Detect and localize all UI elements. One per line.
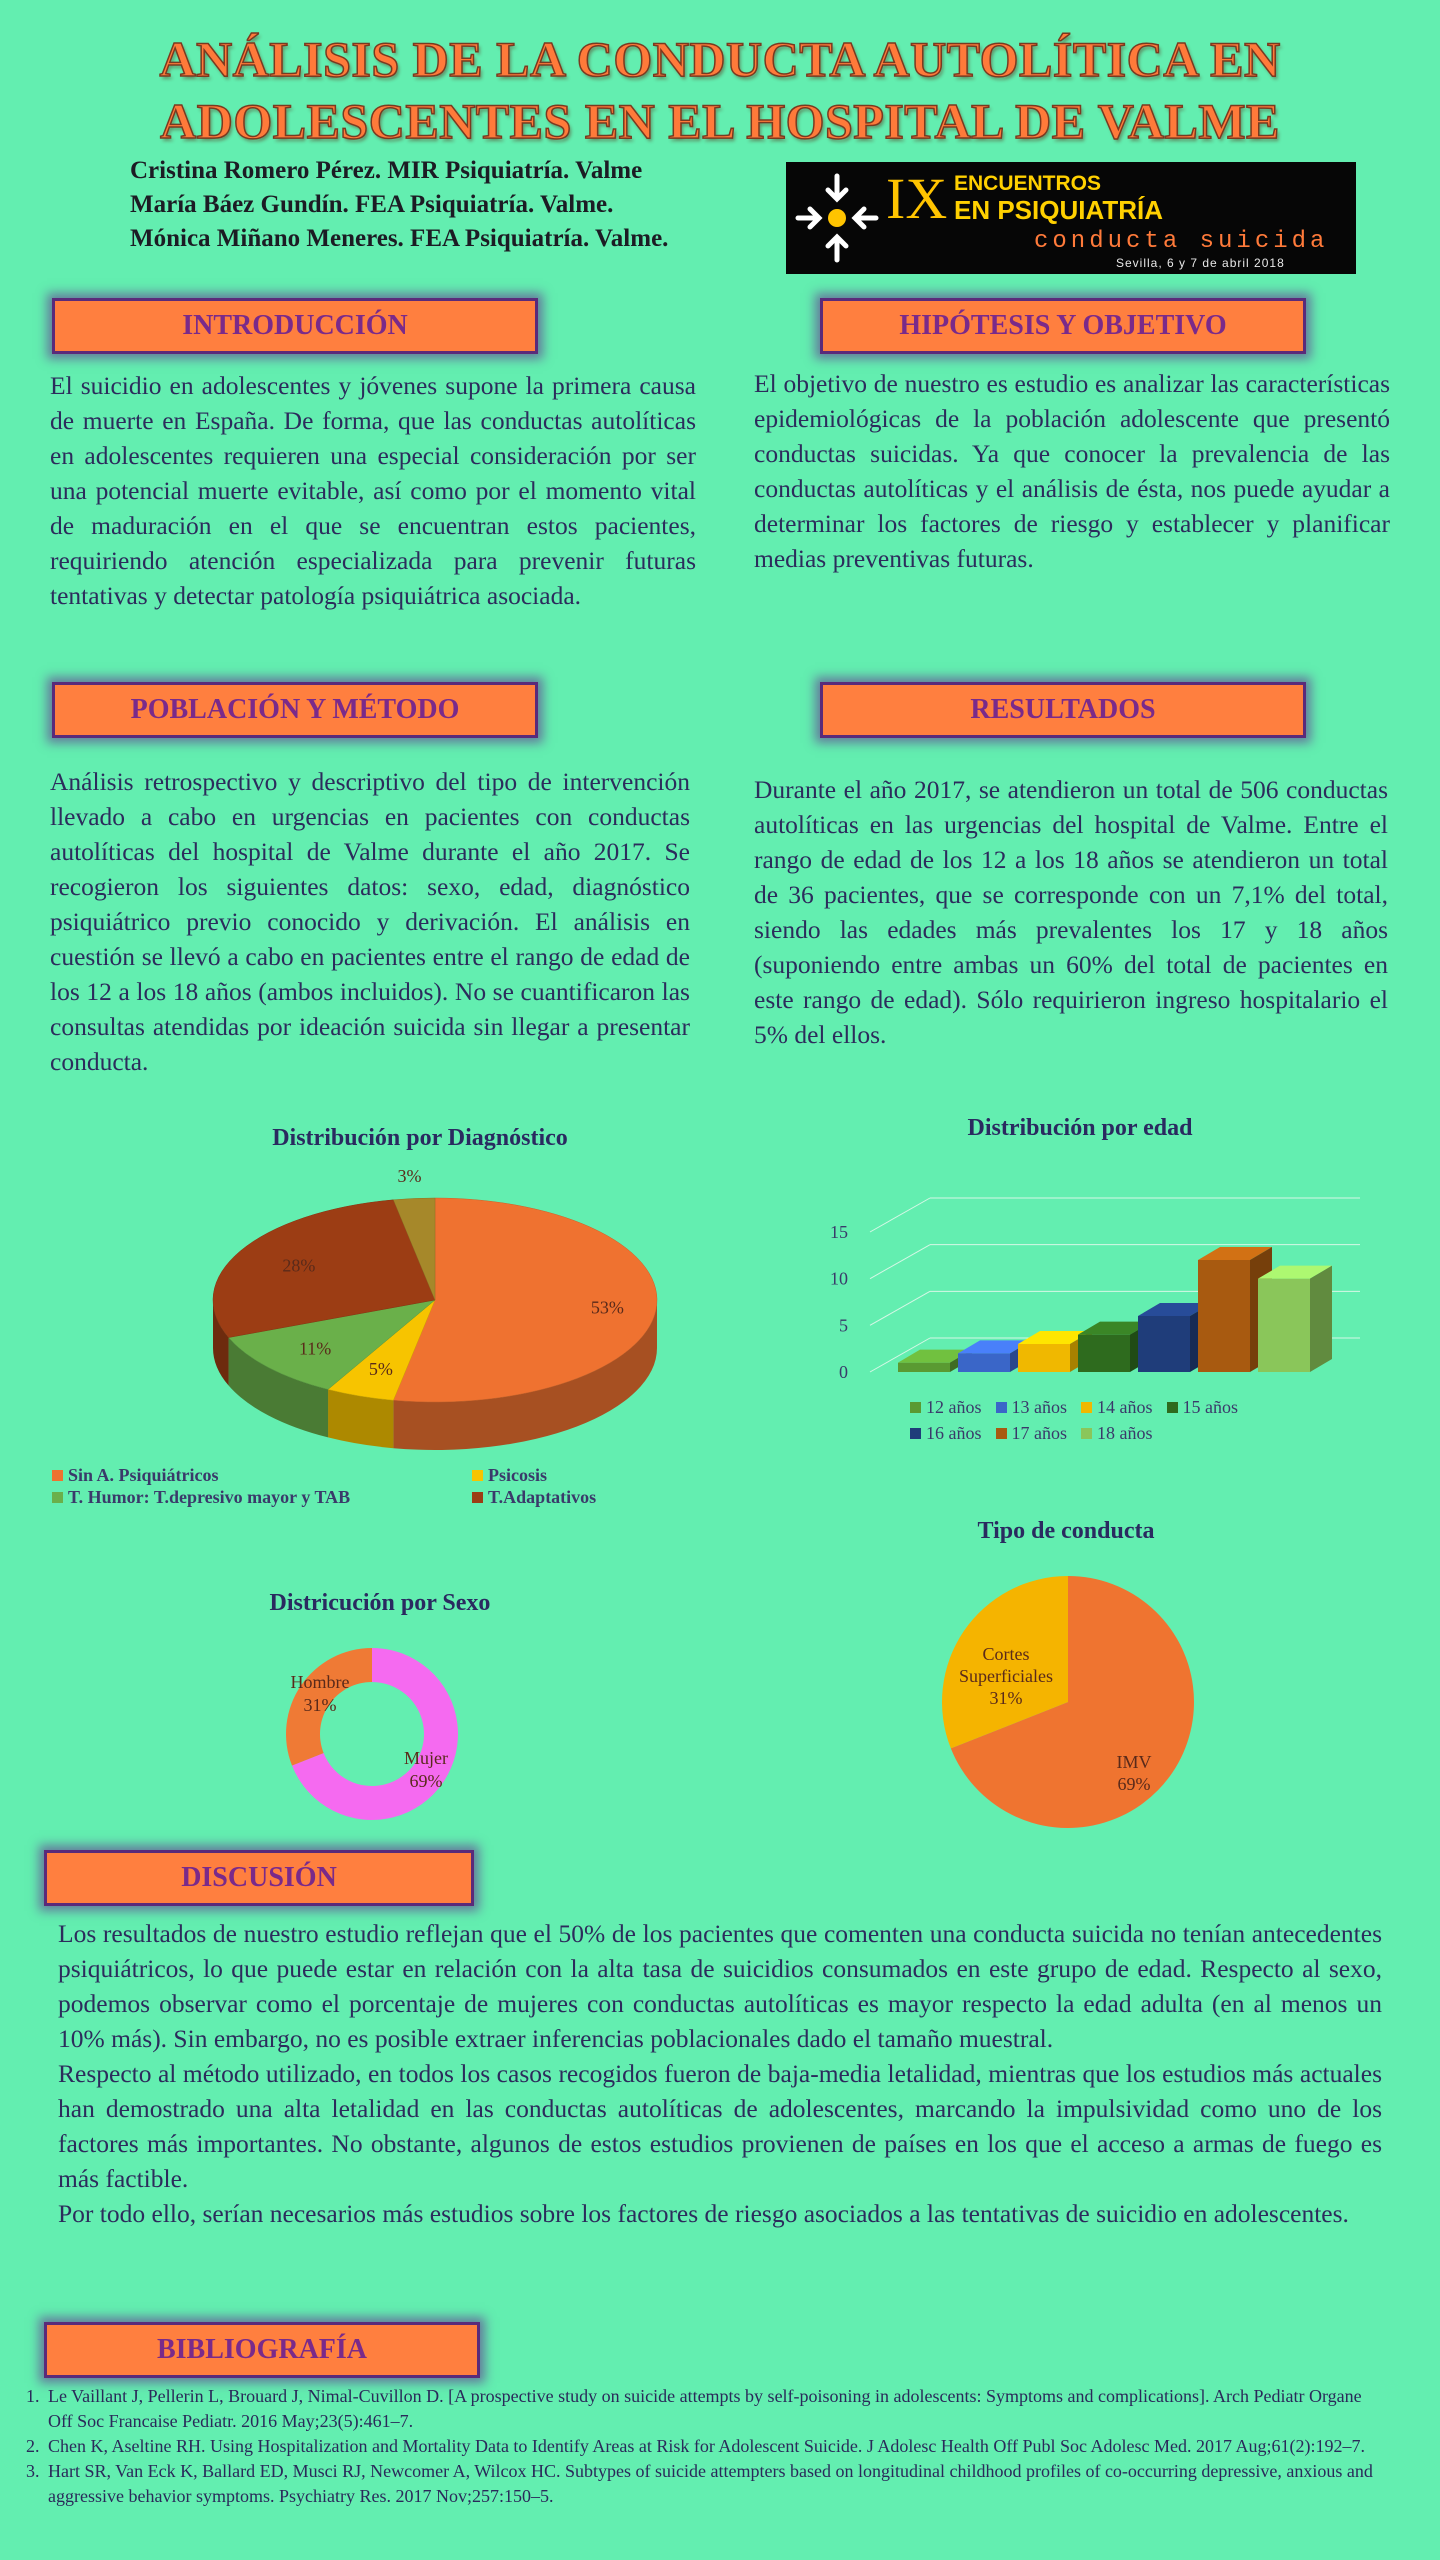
- legend-item-age: 13 años: [996, 1394, 1068, 1420]
- results-header: RESULTADOS: [820, 682, 1306, 738]
- hypothesis-text: El objetivo de nuestro es estudio es analizar las características epidemiológicas de la población adolescente que presentó conductas suicidas. Ya que conocer la prevalencia de las conductas autolíticas y el análisis de ésta, nos puede ayudar a determinar los factores de riesgo y establecer y planificar medias preventivas futuras.: [754, 369, 1390, 573]
- poster-title: [60, 28, 1380, 152]
- bibliography-item: 3. Hart SR, Van Eck K, Ballard ED, Musci RJ, Newcomer A, Wilcox HC. Subtypes of suicide attempters based on longitudinal childhood profiles of co-occurring depressive, anxious and aggressive behavior symptoms. Psychiatry Res. 2017 Nov;257:150–5.: [44, 2459, 1384, 2509]
- legend-item-age: 14 años: [1081, 1394, 1153, 1420]
- discussion-paragraph-3: Por todo ello, serían necesarios más estudios sobre los factores de riesgo asociados a las tentativas de suicidio en adolescentes.: [58, 2199, 1349, 2228]
- chart-age-title: Distribución por edad: [967, 1115, 1193, 1141]
- pie-label-imv: IMV: [1116, 1752, 1152, 1772]
- logo-date: Sevilla, 6 y 7 de abril 2018: [1116, 256, 1285, 270]
- y-tick-label: 10: [830, 1268, 848, 1289]
- logo-line-2: EN PSIQUIATRÍA: [954, 195, 1163, 225]
- hypothesis-header: HIPÓTESIS Y OBJETIVO: [820, 298, 1306, 354]
- pie-label-3: 11%: [298, 1338, 332, 1359]
- discussion-paragraph-1: Los resultados de nuestro estudio reflejan que el 50% de los pacientes que comenten una conducta suicida no tenían antecedentes psiquiátricos, lo que puede estar en relación con la alta tasa de suicidios consumados en este grupo de edad. Respecto al sexo, podemos observar como el porcentaje de mujeres con conductas autolíticas es mayor respecto la edad adulta (en al menos un 10% más). Sin embargo, no es posible extraer inferencias poblacionales dado el tamaño muestral.: [58, 1919, 1382, 2053]
- y-tick-label: 5: [839, 1315, 848, 1336]
- chart-type-title: Tipo de conducta: [977, 1518, 1155, 1544]
- chart-diagnosis-title: Distribución por Diagnóstico: [272, 1125, 568, 1151]
- chart-sex-title: Districución por Sexo: [269, 1590, 491, 1616]
- donut-value-mujer: 69%: [409, 1771, 443, 1791]
- chart-type: [920, 1570, 1220, 1840]
- bar-18-años: [1258, 1266, 1332, 1372]
- pie-label-1: 53%: [590, 1297, 624, 1318]
- pie-label-4: 28%: [282, 1255, 316, 1276]
- chart-age-legend: [910, 1394, 1370, 1446]
- method-header: POBLACIÓN Y MÉTODO: [52, 682, 538, 738]
- bibliography-item: 1. Le Vaillant J, Pellerin L, Brouard J, Nimal-Cuvillon D. [A prospective study on suicide attempts by self-poisoning in adolescents: Symptoms and complications]. Arch Pediatr Organe Off Soc Francaise Pediatr. 2016 May;23(5):461–7.: [44, 2384, 1384, 2434]
- authors-block: [130, 154, 750, 256]
- legend-item-age: 18 años: [1081, 1420, 1153, 1446]
- intro-header: INTRODUCCIÓN: [52, 298, 538, 354]
- method-text: Análisis retrospectivo y descriptivo del tipo de intervención llevado a cabo en urgencias en pacientes con conductas autolíticas del hospital de Valme durante el año 2017. Se recogieron los siguientes datos: sexo, edad, diagnóstico psiquiátrico previo conocido y derivación. El análisis en cuestión se llevó a cabo en pacientes entre el rango de edad de los 12 a los 18 años (ambos incluidos). No se cuantificaron las consultas atendidas por ideación suicida sin llegar a presentar conducta.: [50, 767, 690, 1076]
- bibliography-item: 2. Chen K, Aseltine RH. Using Hospitalization and Mortality Data to Identify Areas at Risk for Adolescent Suicide. J Adolesc Health Off Publ Soc Adolesc Med. 2017 Aug;61(2):192–7.: [44, 2434, 1384, 2459]
- logo-numeral: IX: [886, 166, 948, 231]
- legend-item-psicosis: Psicosis: [472, 1462, 547, 1488]
- discussion-paragraph-2: Respecto al método utilizado, en todos los casos recogidos fueron de baja-media letalidad, mientras que los estudios más actuales han demostrado una alta letalidad en las conductas autolíticas de adolescentes, marcando la impulsividad como uno de los factores más importantes. No obstante, algunos de estos estudios provienen de países en los que el acceso a armas de fuego es más factible.: [58, 2059, 1382, 2193]
- legend-item-age: 16 años: [910, 1420, 982, 1446]
- chart-diagnosis-legend: [52, 1462, 752, 1510]
- pie-label-cortes-2: Superficiales: [959, 1666, 1053, 1686]
- logo-text: [954, 172, 1163, 224]
- pie-label-2: 5%: [368, 1359, 393, 1380]
- legend-item-age: 12 años: [910, 1394, 982, 1420]
- intro-text: El suicidio en adolescentes y jóvenes supone la primera causa de muerte en España. De forma, que las conductas autolíticas en adolescentes requieren una especial consideración por ser una potencial muerte evitable, así como por el momento vital de maduración en el que se encuentran estos pacientes, requiriendo atención especializada para prevenir futuras tentativas y detectar patología psiquiátrica asociada.: [50, 371, 696, 610]
- y-tick-label: 0: [839, 1362, 848, 1382]
- pie-value-imv: 69%: [1117, 1774, 1151, 1794]
- logo-subtitle: conducta suicida: [1034, 228, 1329, 255]
- title-line-2: ADOLESCENTES EN EL HOSPITAL DE VALME: [160, 93, 1280, 149]
- chart-diagnosis: [200, 1160, 680, 1460]
- results-text: Durante el año 2017, se atendieron un total de 506 conductas autolíticas en las urgencias del hospital de Valme. Entre el rango de edad de los 12 a los 18 años se atendieron un total de 36 pacientes, que se corresponde con un 7,1% del total, siendo las edades más prevalentes los 17 y 18 años (suponiendo entre ambas un 60% del total de pacientes en este rango de edad). Sólo requirieron ingreso hospitalario el 5% del ellos.: [754, 775, 1388, 1049]
- arrows-logo-icon: [792, 168, 882, 268]
- bibliography-list: [0, 2384, 1384, 2509]
- donut-label-mujer: Mujer: [404, 1748, 448, 1768]
- discussion-header: DISCUSIÓN: [44, 1850, 474, 1906]
- author-1: Cristina Romero Pérez. MIR Psiquiatría. Valme: [130, 157, 643, 184]
- author-2: María Báez Gundín. FEA Psiquiatría. Valme.: [130, 191, 614, 218]
- pie-label-cortes: Cortes: [982, 1644, 1030, 1664]
- bibliography-header: BIBLIOGRAFÍA: [44, 2322, 480, 2378]
- legend-item-age: 17 años: [996, 1420, 1068, 1446]
- donut-value-hombre: 31%: [303, 1695, 337, 1715]
- chart-age: [770, 1150, 1380, 1410]
- title-line-1: ANÁLISIS DE LA CONDUCTA AUTOLÍTICA EN: [159, 31, 1281, 87]
- author-3: Mónica Miñano Meneres. FEA Psiquiatría. Valme.: [130, 225, 669, 252]
- legend-item-sin-antecedentes: Sin A. Psiquiátricos: [52, 1462, 472, 1488]
- y-tick-label: 15: [830, 1222, 848, 1242]
- pie-value-cortes: 31%: [989, 1688, 1023, 1708]
- legend-item-age: 15 años: [1167, 1394, 1239, 1420]
- logo-line-1: ENCUENTROS: [954, 172, 1102, 195]
- conference-logo: [786, 162, 1356, 274]
- pie-label-5: 3%: [397, 1166, 422, 1187]
- chart-sex: [260, 1640, 490, 1830]
- legend-item-adaptativos: T.Adaptativos: [472, 1484, 596, 1510]
- legend-item-humor: T. Humor: T.depresivo mayor y TAB: [52, 1484, 472, 1510]
- donut-label-hombre: Hombre: [290, 1672, 350, 1692]
- discussion-text: [58, 1916, 1382, 2231]
